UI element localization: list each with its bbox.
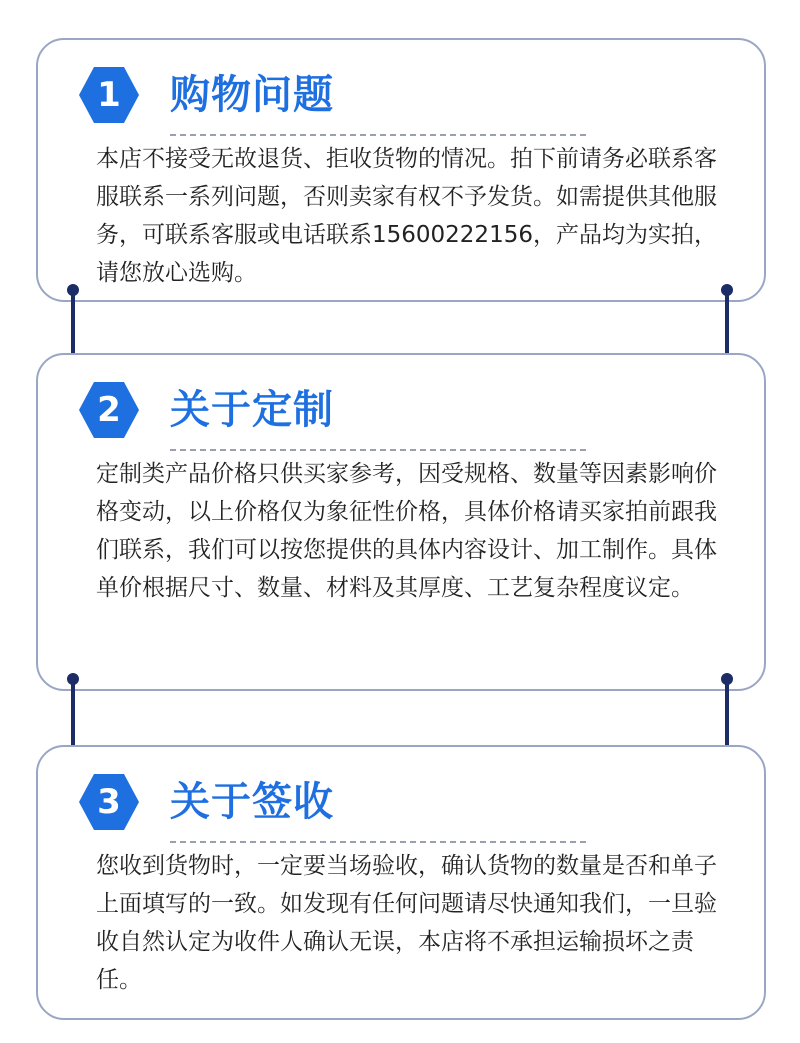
section-header	[78, 379, 718, 441]
section-card-signing	[36, 745, 766, 1020]
section-header	[78, 64, 718, 126]
title-divider	[170, 449, 586, 451]
title-divider	[170, 841, 586, 843]
section-number: 3	[97, 782, 121, 822]
section-card-shopping	[36, 38, 766, 302]
timeline-connector	[725, 679, 729, 753]
section-body: 您收到货物时，一定要当场验收，确认货物的数量是否和单子上面填写的一致。如发现有任何问题请尽快通知我们，一旦验收自然认定为收件人确认无误，本店将不承担运输损坏之责任。	[96, 853, 717, 993]
section-title: 关于定制	[170, 387, 334, 433]
hexagon-badge-icon	[78, 64, 140, 126]
timeline-connector	[71, 679, 75, 753]
hexagon-badge-icon	[78, 771, 140, 833]
section-card-custom	[36, 353, 766, 691]
section-header	[78, 771, 718, 833]
section-number: 2	[97, 390, 121, 430]
section-body: 本店不接受无故退货、拒收货物的情况。拍下前请务必联系客服联系一系列问题，否则卖家有权不予发货。如需提供其他服务，可联系客服或电话联系15600222156，产品均为实拍，请您放心选购。	[96, 146, 717, 286]
section-body: 定制类产品价格只供买家参考，因受规格、数量等因素影响价格变动，以上价格仅为象征性价格，具体价格请买家拍前跟我们联系，我们可以按您提供的具体内容设计、加工制作。具体单价根据尺寸、数量、材料及其厚度、工艺复杂程度议定。	[96, 461, 717, 601]
hexagon-badge-icon	[78, 379, 140, 441]
title-divider	[170, 134, 586, 136]
section-number: 1	[97, 75, 121, 115]
section-title: 购物问题	[170, 72, 334, 118]
section-title: 关于签收	[170, 779, 334, 825]
